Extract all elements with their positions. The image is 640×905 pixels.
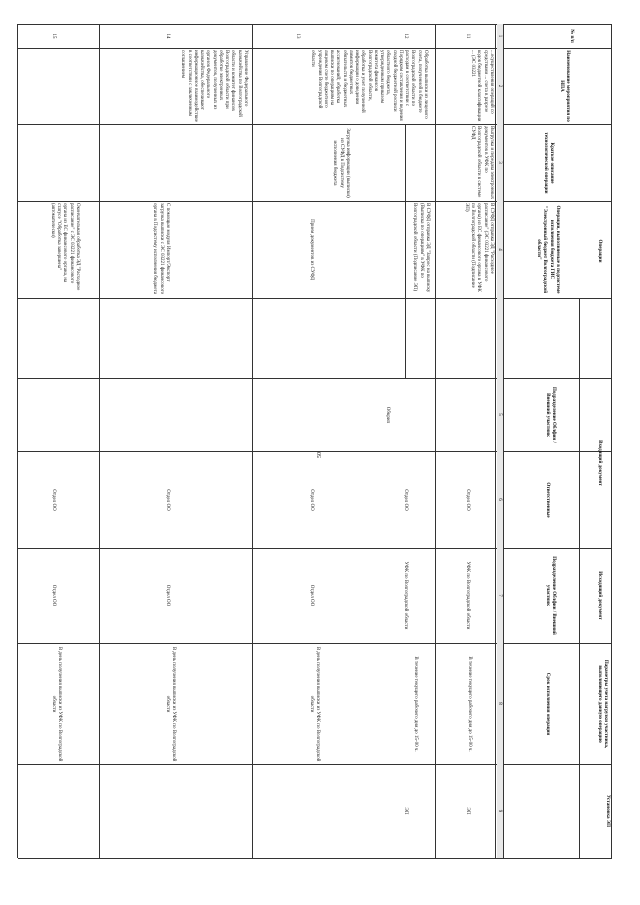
output-unit-cell: УФК по Волгоградской области (403, 561, 408, 630)
row-number: 15 (51, 33, 56, 39)
row-number: 14 (165, 33, 170, 39)
column-number: 8 (497, 702, 502, 705)
header-num: № п/п (569, 29, 574, 43)
responsible-cell: Отдел ОО (51, 489, 56, 511)
column-number: 9 (497, 809, 502, 813)
column-number: 2 (497, 84, 502, 88)
output-unit-cell: Отдел ОО (165, 584, 170, 607)
row-number: 11 (465, 33, 470, 39)
deadline-cell: В день получения выписки из УФК по Волгоградской области (50, 646, 62, 762)
signature-cell: ЭП (403, 807, 408, 815)
subsystem-op-cell: Прием документов из СУФД (309, 219, 314, 280)
row-number: 12 (403, 33, 408, 39)
header-operations: Операции (597, 239, 602, 263)
input-unit-cell: Обкрип (385, 406, 390, 424)
header-params: Параметры учета нагрузки участника, выполняющего данную операцию (596, 659, 608, 749)
header-description: Краткое описание технологической операции (542, 132, 554, 194)
deadline-cell: В течение текущего рабочего дня до 15-00 ч. (467, 656, 472, 752)
column-number: 3 (497, 161, 502, 164)
deadline-cell: В день получения выписки из УФК по Волгоградской области (164, 646, 176, 762)
output-unit-cell: Отдел ОО (309, 584, 314, 607)
responsible-cell: Отдел ОО (165, 489, 170, 511)
measure-cell: Управление Федерального казначейства по Волгоградской области и комитет финансов Волгоградской области при обработке электронных документов, полученных из органов Федерального казначейства, обеспечивают информационное взаимодействие в соответствии с заключенным соглашением (180, 50, 248, 122)
measure-cell: ...осуществления операций со средствами ... счета в разрезе кодов бюджетной классификации ... (ЭС 03221 (470, 50, 494, 122)
measure-cell: Обработка выписки из лицевого счета, полученной в бюджете Волгоградской области по расходам в соответствии с Порядком составления и ведения сводной бюджетной росписи областного бюджета, утвержденным приказом комитета финансов Волгоградской области, обработка и учет полученной информации о доведении лимитов бюджетных обязательств и бюджетных ассигнований; обработка выписки по операциям на лицевом счете бюджетного учреждения Волгоградской области (310, 50, 428, 121)
subsystem-op-cell: Окончательная обработка ЭД "Расходное расписание" с ЭС 03221 финансового органа из ЕС финансового органа, на статусе "Обработка завершена" (автоматически) (50, 203, 80, 291)
signature-cell: ЭП (465, 807, 470, 815)
header-deadline: Срок исполнения операции (545, 672, 550, 736)
subsystem-op-cell: С помощью модуля Импорт/Экспорт загрузка выписки с ЭС 03221 финансового органа в Подсистему исполнения бюджета (152, 203, 170, 295)
column-number: 1 (497, 34, 502, 38)
output-unit-cell: Отдел ОО (51, 584, 56, 607)
header-measure: Наименование мероприятия по НПА (558, 50, 570, 122)
header-subsystem-ops: Операции, выполняемые в подсистеме исполнения бюджета ГИС "Электронный бюджет Волгоградской области" (536, 205, 560, 294)
column-number: 7 (497, 594, 502, 597)
header-input-doc: Входящий документ (597, 440, 602, 486)
deadline-cell: В день получения выписки из УФК по Волгоградской области (308, 646, 320, 762)
column-number: 6 (497, 498, 502, 501)
description-cell: Выгрузка и передача электронных документов в УФК по Волгоградской области в системе СУФД (470, 126, 494, 200)
header-input-unit: Подразделение Облфин / Внешний участник (544, 387, 556, 443)
subsystem-op-cell: В СУФД отправка ЭД "Запрос на выписку (Выписка по операциям" в УФК по Волгоградской области (Подписание ЭП) (412, 203, 430, 293)
column-number: 5 (497, 413, 502, 416)
subsystem-op-cell: В СУФД отправка ЭД "Расходное расписание" (ЭС 03221 финансового органа) из ЕС финансового органа в УФК по Волгоградской области (Подписание ЭП) (464, 203, 494, 292)
column-number: 4 (497, 248, 502, 251)
page-number: 50 (317, 452, 323, 458)
header-signature: Установка ЭП (605, 794, 610, 828)
responsible-cell: Отдел ОО (309, 489, 314, 511)
deadline-cell: В течение текущего рабочего дня до 15-00 ч. (413, 656, 418, 752)
responsible-cell: Отдел ОО (465, 489, 470, 511)
header-output-unit: Подразделение Облфин / Внешний участник (544, 556, 556, 635)
responsible-cell: Отдел ОО (403, 489, 408, 511)
output-unit-cell: УФК по Волгоградской области (465, 561, 470, 630)
header-responsible: Ответственные (545, 482, 550, 518)
header-output-doc: Исходящий документ (597, 571, 602, 620)
description-cell: Загрузка информации (выписки) из СУФД в Подсистему исполнения бюджета (332, 128, 350, 198)
row-number: 13 (295, 33, 300, 39)
